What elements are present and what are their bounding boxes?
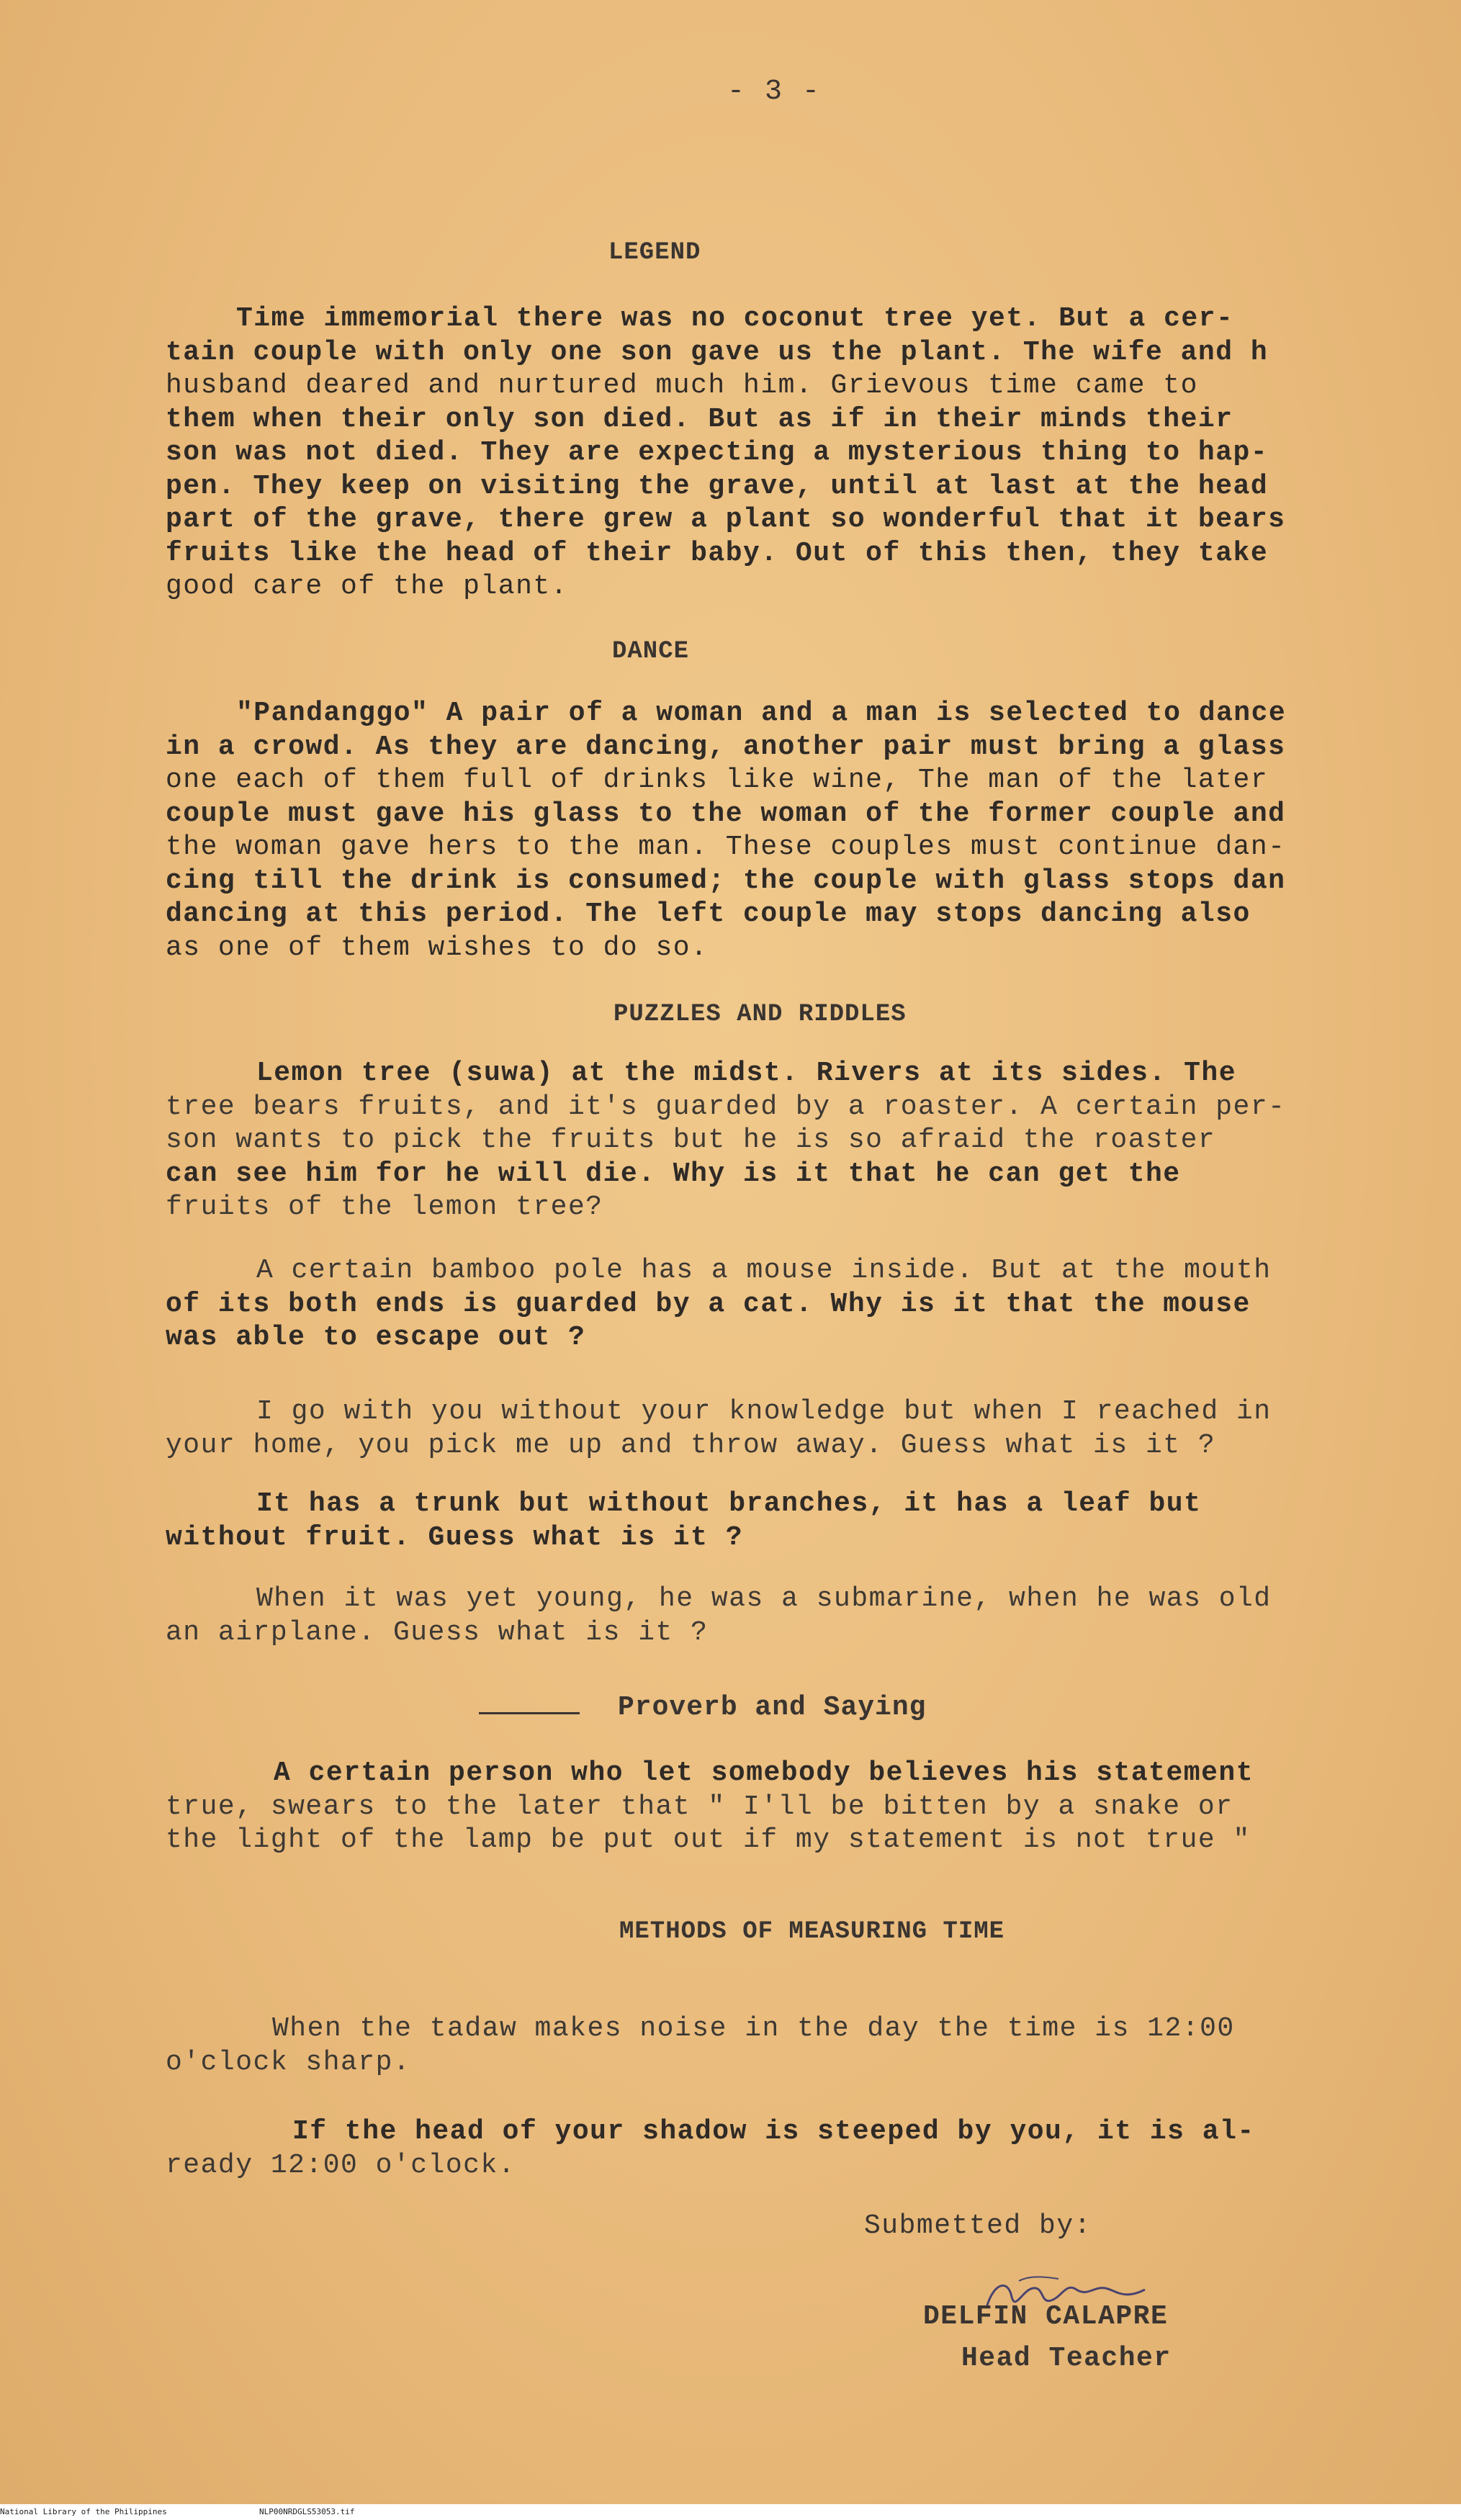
submitted-by-label: Submetted by: xyxy=(864,2210,1092,2241)
methods-line: When the tadaw makes noise in the day the time is 12:00 xyxy=(272,2013,1235,2044)
dance-line: as one of them wishes to do so. xyxy=(166,932,709,963)
riddle-line: your home, you pick me up and throw away. Guess what is it ? xyxy=(166,1429,1216,1461)
puzzles-heading: PUZZLES AND RIDDLES xyxy=(613,1001,907,1028)
methods-line: If the head of your shadow is steeped by you, it is al- xyxy=(292,2116,1255,2147)
riddle-lemon-tree xyxy=(166,1057,1419,1225)
methods-line: o'clock sharp. xyxy=(166,2046,411,2078)
riddle-line: It has a trunk but without branches, it has a leaf but xyxy=(256,1488,1202,1519)
dance-heading: DANCE xyxy=(612,638,690,665)
riddle-line: tree bears fruits, and it's guarded by a roaster. A certain per- xyxy=(166,1091,1286,1122)
proverb-paragraph xyxy=(166,1757,1419,1858)
methods-paragraph-2 xyxy=(166,2115,1419,2182)
riddle-line: When it was yet young, he was a submarine, when he was old xyxy=(256,1583,1272,1614)
proverb-dash xyxy=(479,1712,580,1714)
proverb-line: the light of the lamp be put out if my statement is not true " xyxy=(166,1824,1251,1855)
legend-line: son was not died. They are expecting a mysterious thing to hap- xyxy=(166,437,1269,468)
methods-line: ready 12:00 o'clock. xyxy=(166,2149,516,2181)
signer-name: DELFIN CALAPRE xyxy=(923,2301,1169,2332)
riddle-line: fruits of the lemon tree? xyxy=(166,1192,603,1223)
page-number: - 3 - xyxy=(727,76,822,108)
legend-line: pen. They keep on visiting the grave, until at last at the head xyxy=(166,470,1269,502)
dance-line: one each of them full of drinks like wine, The man of the later xyxy=(166,765,1269,796)
riddle-knowledge xyxy=(166,1395,1419,1462)
riddle-bamboo-mouse xyxy=(166,1254,1419,1355)
riddle-line: an airplane. Guess what is it ? xyxy=(166,1616,709,1648)
riddle-submarine xyxy=(166,1583,1419,1650)
dance-paragraph xyxy=(166,697,1419,965)
riddle-line: son wants to pick the fruits but he is so afraid the roaster xyxy=(166,1125,1216,1156)
legend-line: Time immemorial there was no coconut tree yet. But a cer- xyxy=(236,303,1234,334)
scan-footer xyxy=(0,2504,1461,2520)
footer-filename: NLP00NRDGLS53053.tif xyxy=(259,2507,355,2516)
dance-line: dancing at this period. The left couple may stops dancing also xyxy=(166,899,1251,930)
proverb-line: true, swears to the later that " I'll be bitten by a snake or xyxy=(166,1791,1233,1822)
signer-title: Head Teacher xyxy=(961,2343,1172,2374)
riddle-line: of its both ends is guarded by a cat. Why is it that the mouse xyxy=(166,1288,1251,1320)
legend-line: fruits like the head of their baby. Out of this then, they take xyxy=(166,537,1269,569)
dance-line: couple must gave his glass to the woman of the former couple and xyxy=(166,798,1286,829)
riddle-line: can see him for he will die. Why is it that he can get the xyxy=(166,1158,1181,1189)
dance-line: cing till the drink is consumed; the couple with glass stops dan xyxy=(166,865,1286,896)
dance-line: in a crowd. As they are dancing, another pair must bring a glass xyxy=(166,731,1286,762)
methods-heading: METHODS OF MEASURING TIME xyxy=(619,1918,1005,1945)
riddle-line: Lemon tree (suwa) at the midst. Rivers at its sides. The xyxy=(256,1058,1237,1089)
legend-line: good care of the plant. xyxy=(166,571,568,602)
footer-library: National Library of the Philippines xyxy=(0,2507,167,2516)
legend-heading: LEGEND xyxy=(608,239,701,266)
dance-line: the woman gave hers to the man. These couples must continue dan- xyxy=(166,832,1286,863)
riddle-trunk xyxy=(166,1488,1419,1554)
methods-paragraph-1 xyxy=(166,2012,1419,2079)
riddle-line: without fruit. Guess what is it ? xyxy=(166,1521,744,1553)
proverb-line: A certain person who let somebody believes his statement xyxy=(274,1758,1254,1788)
legend-line: them when their only son died. But as if in their minds their xyxy=(166,403,1233,435)
riddle-line: was able to escape out ? xyxy=(166,1322,586,1353)
riddle-line: I go with you without your knowledge but when I reached in xyxy=(256,1396,1272,1427)
proverb-heading: Proverb and Saying xyxy=(618,1692,927,1723)
dance-line: "Pandanggo" A pair of a woman and a man is selected to dance xyxy=(236,698,1287,729)
legend-paragraph xyxy=(166,302,1419,604)
riddle-line: A certain bamboo pole has a mouse inside. But at the mouth xyxy=(256,1255,1272,1286)
legend-line: husband deared and nurtured much him. Grievous time came to xyxy=(166,370,1198,401)
legend-line: part of the grave, there grew a plant so wonderful that it bears xyxy=(166,504,1286,535)
legend-line: tain couple with only one son gave us the plant. The wife and h xyxy=(166,336,1269,368)
